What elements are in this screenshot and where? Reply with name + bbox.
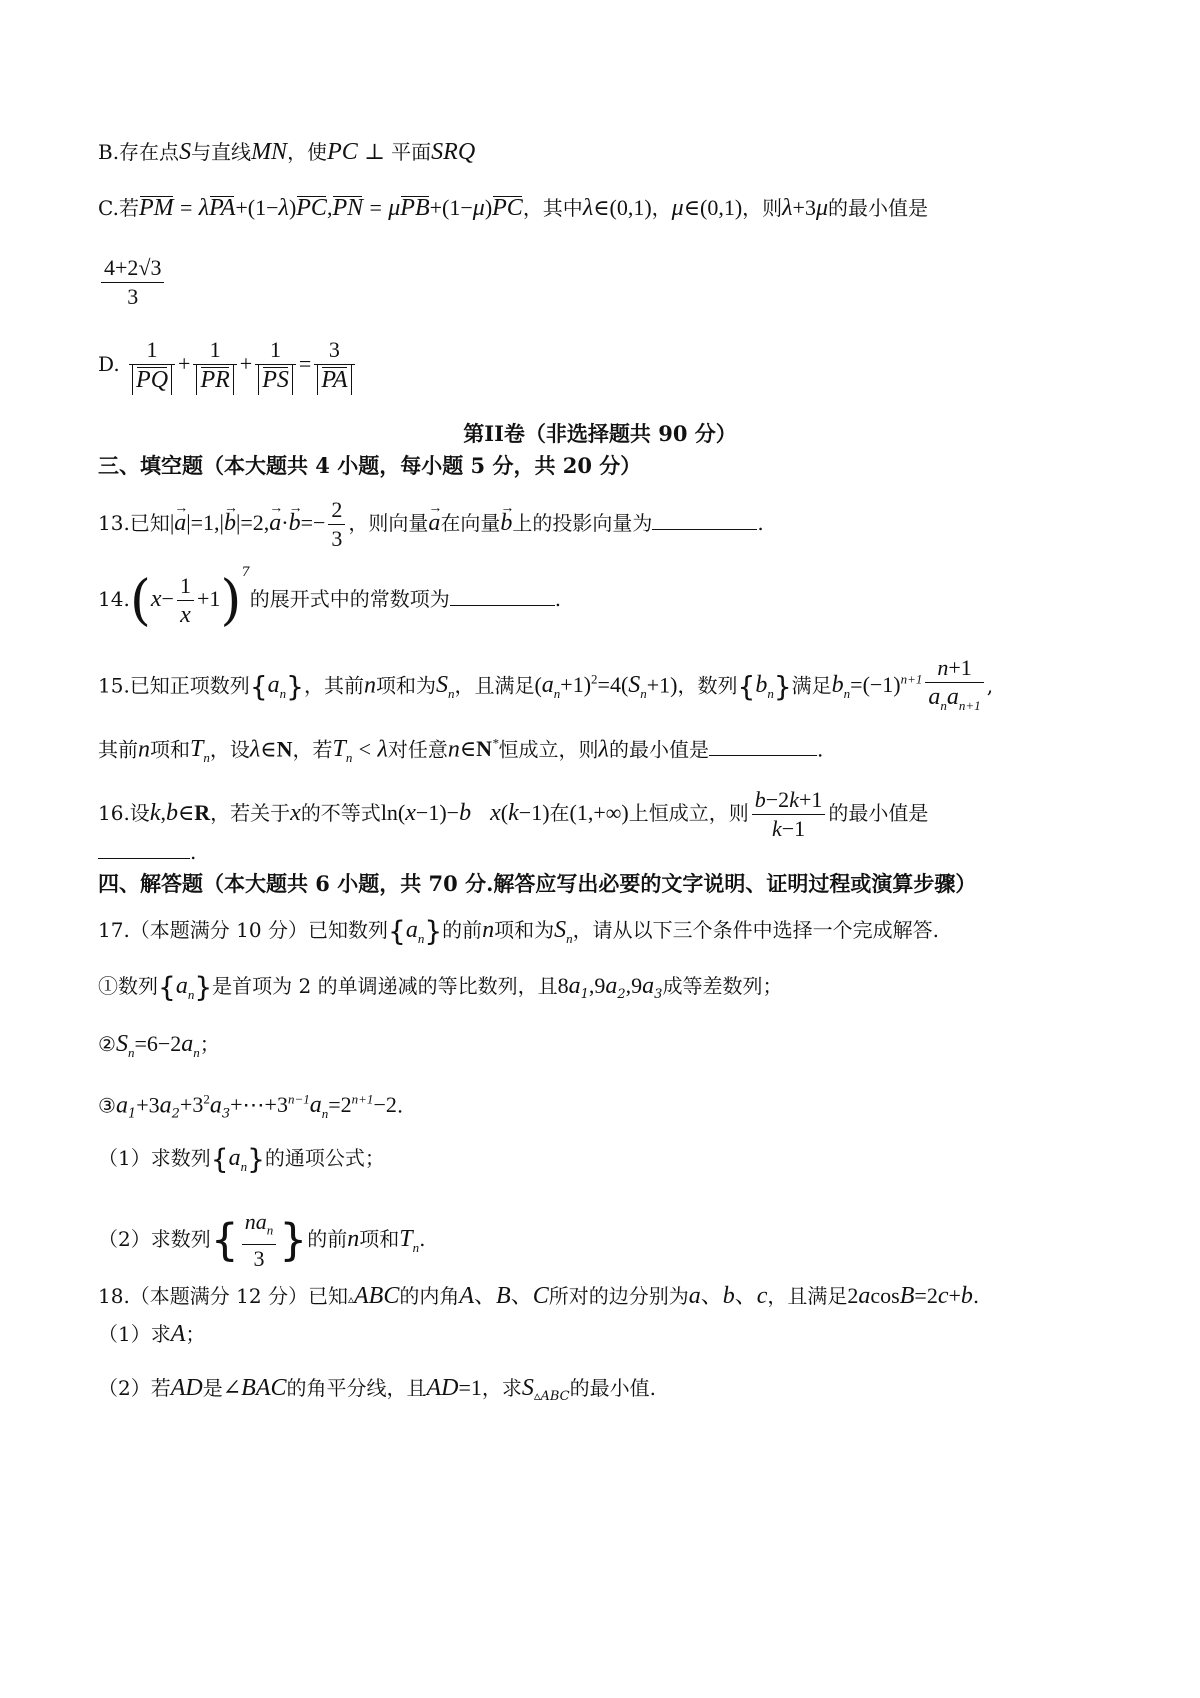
option-d: D. $\frac{1}{PQ}$ + $\frac{1}{PR}$ + $\frac{1}{PS}$ = $\frac{3}{PA}$ bbox=[98, 336, 358, 395]
question-17-cond-2: $②S_n=6-2a_n$； bbox=[98, 1031, 220, 1060]
section-2-title: 第II卷（非选择题共 90 分） bbox=[463, 421, 737, 446]
question-15-cont: 其前n项和$T_n$，设λ∈N，若$T_n < \lambda$对任意n∈N*恒成立，则λ的最小值是 . bbox=[98, 730, 823, 772]
question-18: 18.（本题满分 12 分）已知▵ABC的内角A、B、C所对的边分别为a、b、c，且满足2acosB=2c+b. bbox=[98, 1283, 980, 1309]
question-16-blank: . bbox=[98, 836, 196, 866]
question-17-part-2: （2）求数列{ $\frac{na_n}{3}$ }的前n项和$T_n$. bbox=[98, 1209, 426, 1272]
section-4-title: 四、解答题（本大题共 6 小题，共 70 分.解答应写出必要的文字说明、证明过程或演算步骤） bbox=[98, 871, 977, 896]
question-17-cond-3: $③a_1+3a_2+3^2a_3+\cdots+3^{n-1}a_n=2^{n+1}-2$. bbox=[98, 1092, 404, 1122]
option-c: C.若PM = λPA+(1−λ)PC,PN = μPB+(1−μ)PC，其中λ∈(0,1)，μ∈(0,1)，则λ+3μ的最小值是 bbox=[98, 195, 929, 221]
option-b: B.存在点S与直线MN，使PC ⊥ 平面SRQ bbox=[98, 139, 476, 165]
question-14: 14.(x− $\frac{1}{x}$ +1)$^7$的展开式中的常数项为 . bbox=[98, 565, 562, 632]
question-18-part-2: （2）若AD是∠BAC的角平分线，且AD=1，求$S_{▵ABC}$的最小值. bbox=[98, 1375, 656, 1404]
question-13: 13.已知|→ a|=1,|→ b|=2,→ a·→ b=− $\frac{2}{3}$ ，则向量→ a在向量→ b上的投影向量为 . bbox=[98, 496, 764, 553]
question-15: 15.已知正项数列$\{a_n\}$，其前n项和为$S_n$，且满足$(a_n+1)^2=4(S_n+1)$，数列$\{b_n\}$满足$b_n=(-1)^{n+1}$ $\frac{n+1}{a_na_{n+1}}$ , bbox=[98, 654, 993, 720]
answer-blank[interactable] bbox=[709, 733, 817, 756]
question-17-part-1: （1）求数列$\{a_n\}$的通项公式； bbox=[98, 1142, 385, 1176]
question-17-cond-1: ①数列$\{a_n\}$是首项为 2 的单调递减的等比数列，且$8a_1,9a_2,9a_3$成等差数列； bbox=[98, 970, 783, 1004]
question-16: 16.设k,b∈R，若关于x的不等式ln(x−1)−b x(k−1)在(1,+∞)上恒成立，则 $\frac{b-2k+1}{k-1}$ 的最小值是 bbox=[98, 787, 929, 841]
question-17: 17.（本题满分 10 分）已知数列$\{a_n\}$的前n项和为$S_n$，请从以下三个条件中选择一个完成解答. bbox=[98, 914, 939, 948]
question-18-part-1: （1）求A； bbox=[98, 1321, 206, 1347]
section-3-title: 三、填空题（本大题共 4 小题，每小题 5 分，共 20 分） bbox=[98, 453, 642, 478]
option-c-answer: $\frac{4+2√3}{3}$ bbox=[98, 254, 167, 311]
answer-blank[interactable] bbox=[450, 583, 555, 606]
answer-blank[interactable] bbox=[98, 836, 190, 859]
answer-blank[interactable] bbox=[652, 507, 757, 530]
